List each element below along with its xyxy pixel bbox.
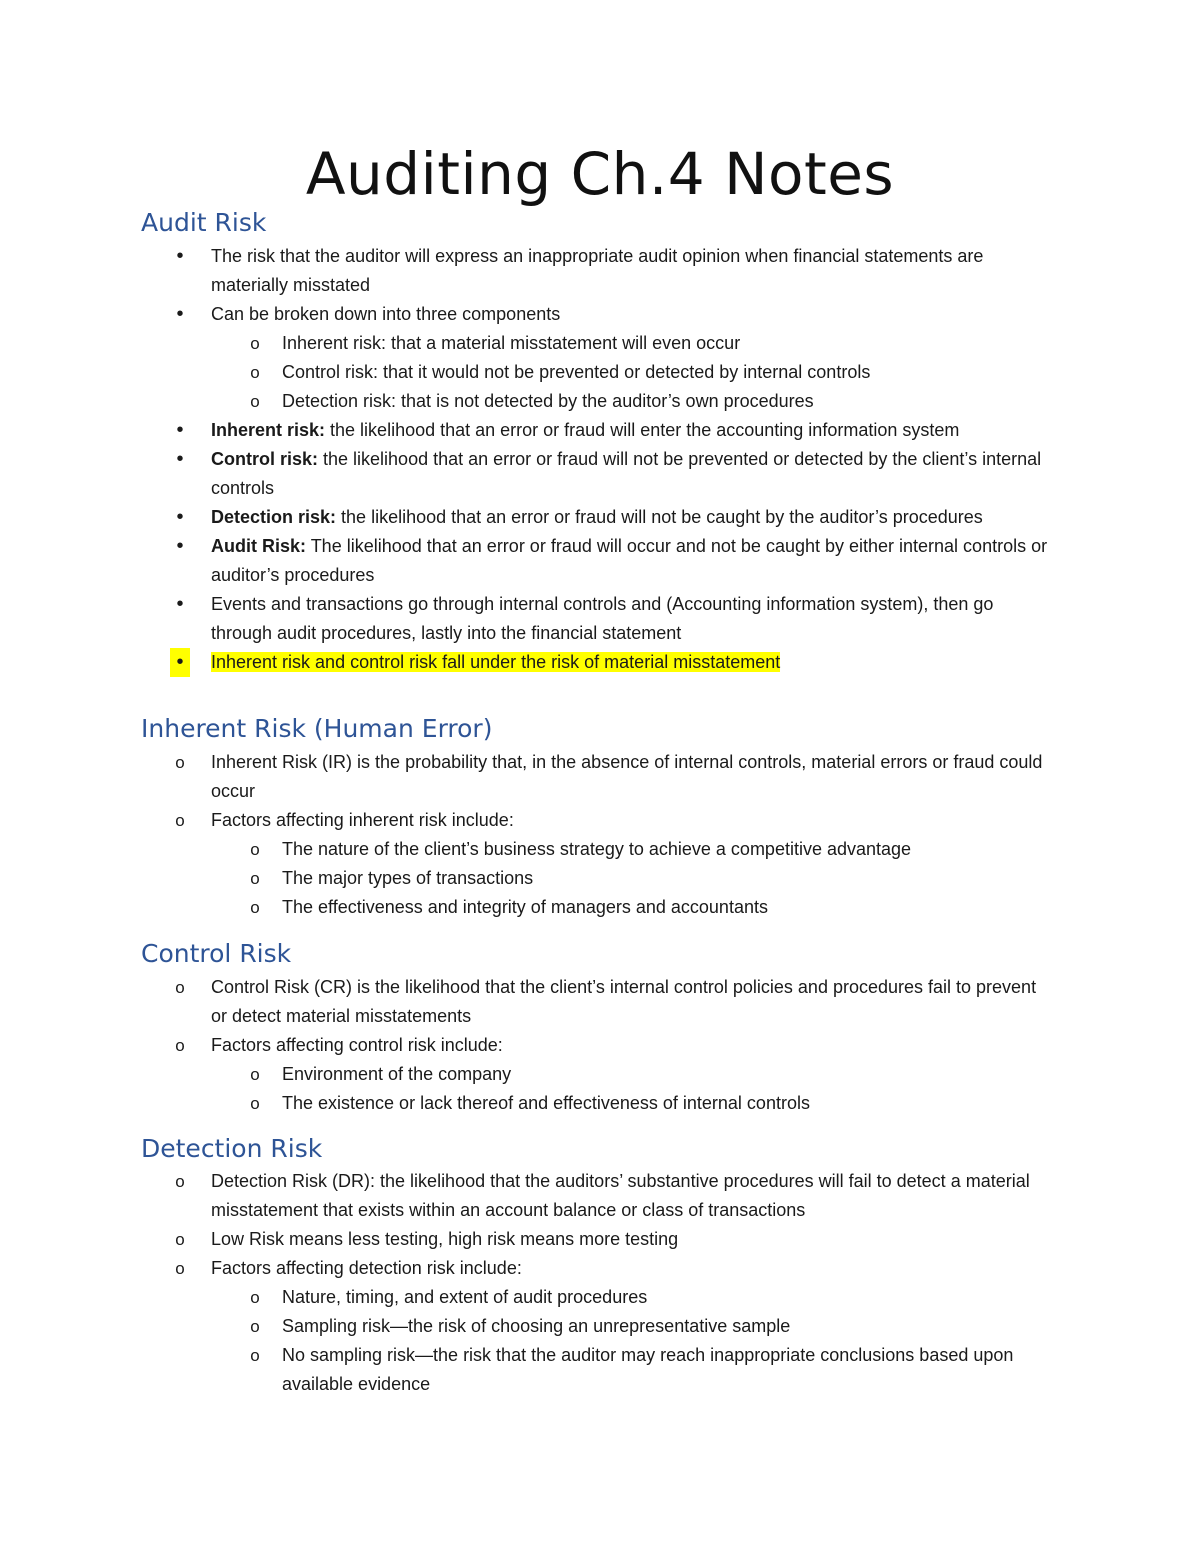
bullet-circle: o: [250, 1346, 260, 1365]
term-label: Inherent risk:: [211, 420, 326, 440]
list-item: o Detection Risk (DR): the likelihood that the auditors’ substantive procedures will fail to detect a material misstatement that exists within an account balance or class of transactions: [0, 1167, 1200, 1225]
bullet-dot: •: [176, 303, 184, 325]
list-item: • Can be broken down into three components: [0, 300, 1200, 329]
sub-list-item: o The nature of the client’s business strategy to achieve a competitive advantage: [0, 835, 1200, 864]
bullet-dot: •: [176, 506, 184, 528]
sub-list-item: o Inherent risk: that a material misstatement will even occur: [0, 329, 1200, 358]
bullet-circle: o: [175, 811, 185, 830]
bullet-dot: •: [176, 593, 184, 615]
list-item: o Factors affecting control risk include:: [0, 1031, 1200, 1060]
list-item: • Control risk: the likelihood that an error or fraud will not be prevented or detected by the client’s internal controls: [0, 445, 1200, 503]
list-item: o Low Risk means less testing, high risk means more testing: [0, 1225, 1200, 1254]
sub-list-item: o The major types of transactions: [0, 864, 1200, 893]
highlighted-text: Inherent risk and control risk fall under the risk of material misstatement: [211, 652, 781, 672]
bullet-circle: o: [250, 1065, 260, 1084]
list-item: • Events and transactions go through internal controls and (Accounting information system), then go through audit procedures, lastly into the financial statement: [0, 590, 1200, 648]
list-item: • Detection risk: the likelihood that an error or fraud will not be caught by the auditor’s procedures: [0, 503, 1200, 532]
bullet-circle: o: [250, 334, 260, 353]
list-item: • Inherent risk: the likelihood that an error or fraud will enter the accounting information system: [0, 416, 1200, 445]
sub-list-item: o No sampling risk—the risk that the auditor may reach inappropriate conclusions based upon available evidence: [0, 1341, 1200, 1399]
list-inherent-risk: [0, 748, 1200, 922]
list-item: o Factors affecting inherent risk include:: [0, 806, 1200, 835]
sub-list-item: o The effectiveness and integrity of managers and accountants: [0, 893, 1200, 922]
list-item-highlighted: [0, 648, 1200, 677]
bullet-circle: o: [250, 1288, 260, 1307]
bullet-circle: o: [175, 1172, 185, 1191]
bullet-dot: •: [176, 245, 184, 267]
list-item: o Control Risk (CR) is the likelihood that the client’s internal control policies and procedures fail to prevent or detect material misstatements: [0, 973, 1200, 1031]
bullet-circle: o: [250, 869, 260, 888]
bullet-circle: o: [175, 753, 185, 772]
sub-list-item: o The existence or lack thereof and effectiveness of internal controls: [0, 1089, 1200, 1118]
term-label: Detection risk:: [211, 507, 337, 527]
bullet-circle: o: [250, 1094, 260, 1113]
list-item: o Factors affecting detection risk include:: [0, 1254, 1200, 1283]
section-heading-audit-risk: Audit Risk: [141, 208, 267, 237]
bullet-circle: o: [250, 898, 260, 917]
bullet-dot: •: [176, 535, 184, 557]
list-item: o Inherent Risk (IR) is the probability that, in the absence of internal controls, material errors or fraud could occur: [0, 748, 1200, 806]
sub-list-item: o Sampling risk—the risk of choosing an unrepresentative sample: [0, 1312, 1200, 1341]
term-label: Audit Risk:: [211, 536, 307, 556]
document-title: Auditing Ch.4 Notes: [305, 140, 895, 208]
bullet-circle: o: [175, 1259, 185, 1278]
bullet-circle: o: [250, 840, 260, 859]
sub-list-item: o Nature, timing, and extent of audit procedures: [0, 1283, 1200, 1312]
bullet-circle: o: [175, 1230, 185, 1249]
section-heading-inherent-risk: Inherent Risk (Human Error): [141, 714, 493, 743]
sub-list-item: o Detection risk: that is not detected by the auditor’s own procedures: [0, 387, 1200, 416]
list-item: • The risk that the auditor will express an inappropriate audit opinion when financial statements are materially misstated: [0, 242, 1200, 300]
list-control-risk: [0, 973, 1200, 1118]
section-heading-control-risk: Control Risk: [141, 939, 292, 968]
list-item: • Audit Risk: The likelihood that an error or fraud will occur and not be caught by either internal controls or auditor’s procedures: [0, 532, 1200, 590]
sub-list-item: o Environment of the company: [0, 1060, 1200, 1089]
bullet-circle: o: [175, 1036, 185, 1055]
bullet-circle: o: [250, 392, 260, 411]
bullet-circle: o: [250, 363, 260, 382]
section-heading-detection-risk: Detection Risk: [141, 1134, 323, 1163]
list-detection-risk: [0, 1167, 1200, 1399]
bullet-circle: o: [175, 978, 185, 997]
term-label: Control risk:: [211, 449, 319, 469]
sub-list-item: o Control risk: that it would not be prevented or detected by internal controls: [0, 358, 1200, 387]
bullet-circle: o: [250, 1317, 260, 1336]
bullet-dot: •: [170, 648, 190, 677]
bullet-dot: •: [176, 419, 184, 441]
list-audit-risk: [0, 242, 1200, 677]
bullet-dot: •: [176, 448, 184, 470]
